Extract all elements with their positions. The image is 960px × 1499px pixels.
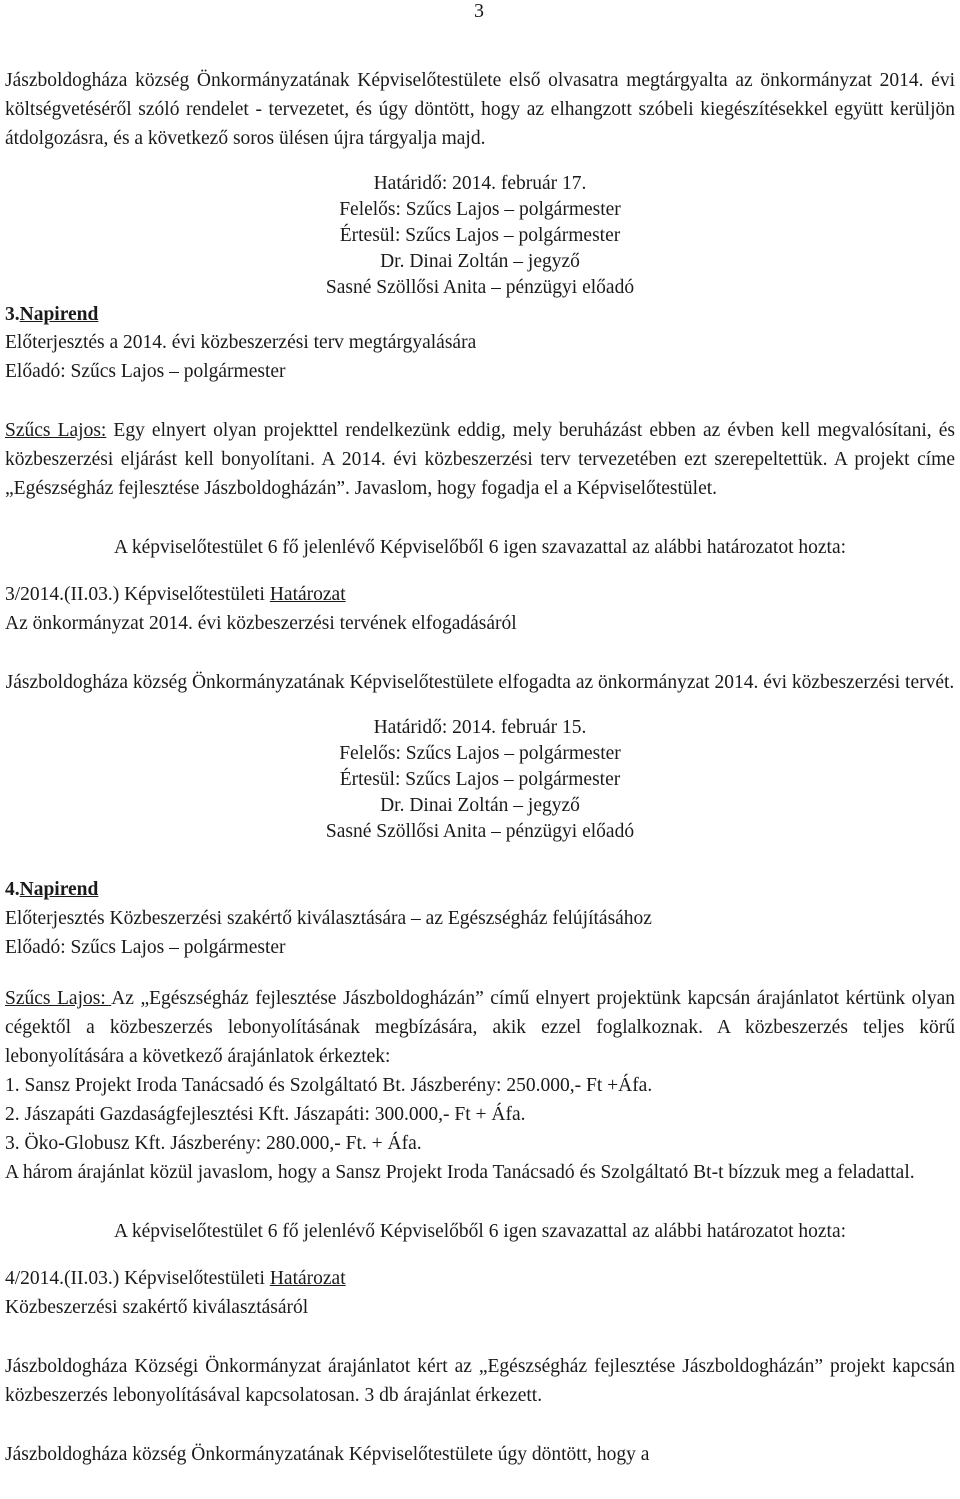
agenda-4-heading [5, 875, 955, 904]
notary: Dr. Dinai Zoltán – jegyző [380, 795, 580, 816]
finance-officer: Sasné Szöllősi Anita – pénzügyi előadó [325, 821, 635, 842]
agenda-3-number: 3. [5, 304, 20, 325]
vote-result-4: A képviselőtestület 6 fő jelenlévő Képviselőből 6 igen szavazattal az alábbi határozatot hozta: [113, 1221, 847, 1242]
notified: Értesül: Szűcs Lajos – polgármester [339, 225, 621, 246]
offer-item: 1. Sansz Projekt Iroda Tanácsadó és Szolgáltató Bt. Jászberény: 250.000,- Ft +Áfa. [5, 1075, 653, 1096]
finance-officer: Sasné Szöllősi Anita – pénzügyi előadó [325, 277, 635, 298]
offer-item: 3. Öko-Globusz Kft. Jászberény: 280.000,- Ft. + Áfa. [5, 1133, 422, 1154]
resolution-3-title: Az önkormányzat 2014. évi közbeszerzési tervének elfogadásáról [5, 613, 517, 634]
agenda-3-proposal: Előterjesztés a 2014. évi közbeszerzési terv megtárgyalására [5, 332, 477, 353]
signature-block-1 [5, 171, 955, 301]
vote-result-3: A képviselőtestület 6 fő jelenlévő Képviselőből 6 igen szavazattal az alábbi határozatot hozta: [113, 537, 847, 558]
resolution-4-decision-start: Jászboldogháza község Önkormányzatának Képviselőtestülete úgy döntött, hogy a [5, 1444, 650, 1465]
deadline: Határidő: 2014. február 17. [373, 173, 587, 194]
resolution-4-id: 4/2014.(II.03.) Képviselőtestületi [5, 1268, 270, 1289]
speech-text: Az „Egészségház fejlesztése Jászboldogházán” című elnyert projektünk kapcsán árajánlatot kértünk olyan cégektől a közbeszerzés lebonyolításának megbízására, akik ezzel foglalkoznak. A közbeszerzés teljes körű lebonyolítására a következő árajánlatok érkeztek: [5, 988, 955, 1067]
notary: Dr. Dinai Zoltán – jegyző [380, 251, 580, 272]
resolution-4-number [5, 1264, 955, 1293]
page-number: 3 [474, 0, 484, 22]
agenda-4-recommendation: A három árajánlat közül javaslom, hogy a Sansz Projekt Iroda Tanácsadó és Szolgáltató Bt-t bízzuk meg a feladattal. [5, 1162, 915, 1183]
agenda-3-label: Napirend [19, 304, 99, 325]
notified: Értesül: Szűcs Lajos – polgármester [339, 769, 621, 790]
agenda-3-presenter: Előadó: Szűcs Lajos – polgármester [5, 361, 286, 382]
agenda-4-presenter: Előadó: Szűcs Lajos – polgármester [5, 937, 286, 958]
speaker-name: Szűcs Lajos: [5, 988, 112, 1009]
resolution-4-title: Közbeszerzési szakértő kiválasztásáról [5, 1297, 309, 1318]
agenda-4-proposal: Előterjesztés Közbeszerzési szakértő kiválasztására – az Egészségház felújításához [5, 908, 652, 929]
responsible: Felelős: Szűcs Lajos – polgármester [339, 199, 621, 220]
agenda-4-label: Napirend [19, 879, 99, 900]
agenda-4-speech [5, 984, 955, 1071]
responsible: Felelős: Szűcs Lajos – polgármester [339, 743, 621, 764]
resolution-3-decision: Jászboldogháza község Önkormányzatának Képviselőtestülete elfogadta az önkormányzat 2014. évi közbeszerzési tervét. [5, 672, 955, 693]
speaker-name: Szűcs Lajos: [5, 420, 107, 441]
deadline: Határidő: 2014. február 15. [373, 717, 587, 738]
agenda-4-number: 4. [5, 879, 20, 900]
resolution-4-body: Jászboldogháza Községi Önkormányzat árajánlatot kért az „Egészségház fejlesztése Jászboldogházán” projekt kapcsán közbeszerzés lebonyolításával kapcsolatosan. 3 db árajánlat érkezett. [5, 1356, 955, 1406]
agenda-3-speech [5, 416, 955, 503]
document-body [5, 66, 955, 1469]
resolution-3-id: 3/2014.(II.03.) Képviselőtestületi [5, 584, 270, 605]
signature-block-2 [5, 715, 955, 845]
agenda-3-heading [5, 301, 955, 328]
offer-item: 2. Jászapáti Gazdaságfejlesztési Kft. Jászapáti: 300.000,- Ft + Áfa. [5, 1104, 526, 1125]
resolution-3-number [5, 580, 955, 609]
speech-text: Egy elnyert olyan projekttel rendelkezünk eddig, mely beruházást ebben az évben kell megvalósítani, és közbeszerzési eljárást kell bonyolítani. A 2014. évi közbeszerzési terv tervezetében ezt szerepeltettük. A projekt címe „Egészségház fejlesztése Jászboldogházán”. Javaslom, hogy fogadja el a Képviselőtestület. [5, 420, 955, 499]
resolution-3-word: Határozat [269, 584, 346, 605]
resolution-4-word: Határozat [269, 1268, 346, 1289]
intro-paragraph: Jászboldogháza község Önkormányzatának Képviselőtestülete első olvasatra megtárgyalta az önkormányzat 2014. évi költségvetéséről szóló rendelet - tervezetet, és úgy döntött, hogy az elhangzott szóbeli kiegészítésekkel együtt kerüljön átdolgozásra, és a következő soros ülésen újra tárgyalja majd. [5, 70, 955, 149]
